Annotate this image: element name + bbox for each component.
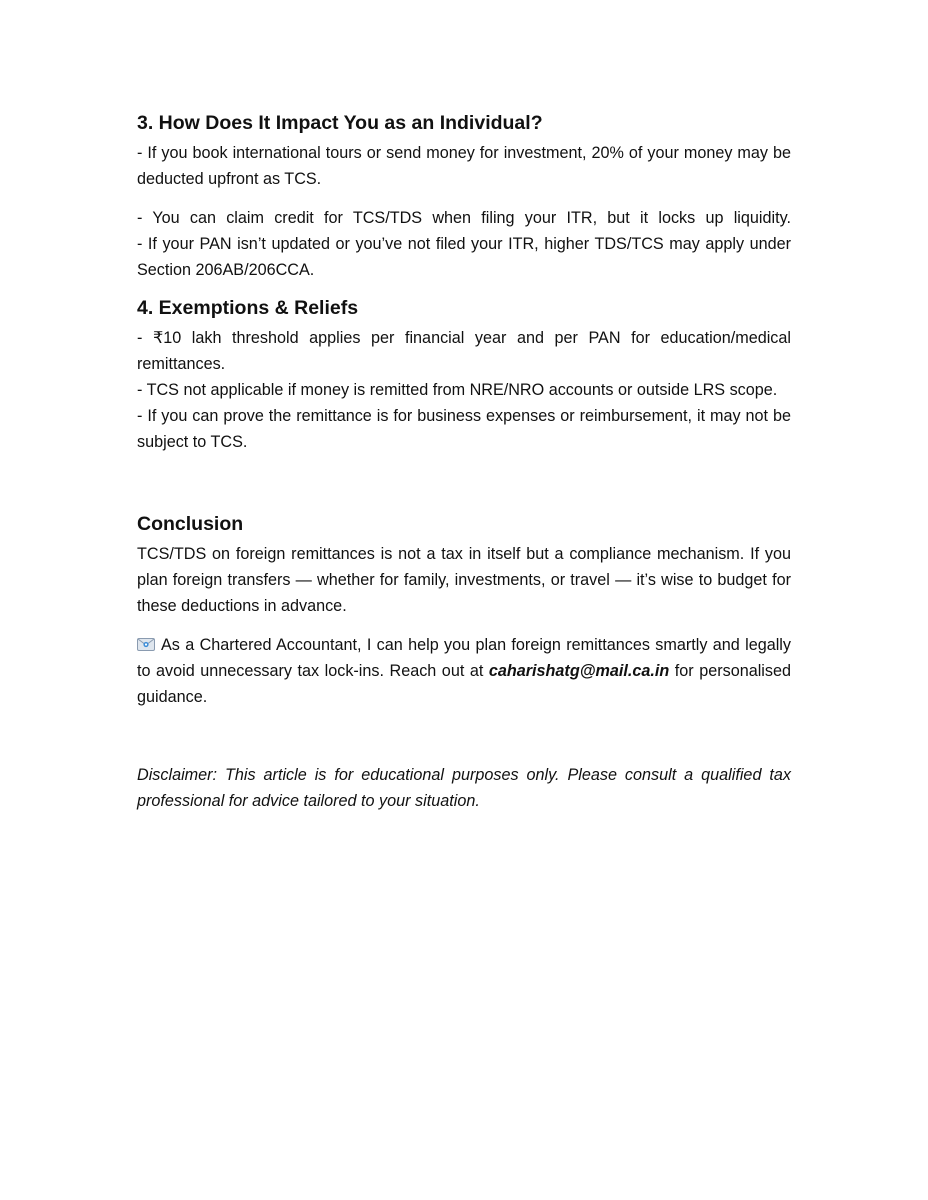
email-link[interactable]: caharishatg@mail.ca.in	[488, 662, 670, 680]
conclusion-paragraph-2	[137, 632, 791, 710]
conclusion-text-before-email: As a Chartered Accountant, I can help you plan foreign remittances smartly and legally to avoid unnecessary tax lock-ins. Reach out at	[137, 636, 791, 680]
section-3-paragraph-2-line-2: - If your PAN isn’t updated or you’ve not filed your ITR, higher TDS/TCS may apply under Section 206AB/206CCA.	[137, 235, 791, 279]
section-3-heading: 3. How Does It Impact You as an Individual?	[137, 112, 543, 134]
section-4-heading: 4. Exemptions & Reliefs	[137, 297, 359, 319]
disclaimer: Disclaimer: This article is for educational purposes only. Please consult a qualified tax professional for advice tailored to your situation.	[137, 766, 791, 810]
envelope-icon	[137, 633, 155, 646]
section-3-paragraph-1: - If you book international tours or send money for investment, 20% of your money may be deducted upfront as TCS.	[137, 144, 791, 188]
document-page	[137, 106, 791, 814]
section-4-item: - If you can prove the remittance is for business expenses or reimbursement, it may not be subject to TCS.	[137, 407, 791, 451]
conclusion-paragraph-1: TCS/TDS on foreign remittances is not a tax in itself but a compliance mechanism. If you plan foreign transfers — whether for family, investments, or travel — it’s wise to budget for these deductions in advance.	[137, 545, 791, 615]
conclusion-text-after-email: for personalised guidance.	[137, 662, 791, 706]
conclusion-heading: Conclusion	[137, 513, 244, 535]
section-3-paragraph-2-line-1: - You can claim credit for TCS/TDS when filing your ITR, but it locks up liquidity.	[137, 209, 791, 227]
section-4-item: - TCS not applicable if money is remitted from NRE/NRO accounts or outside LRS scope.	[137, 381, 778, 399]
section-4-item: - ₹10 lakh threshold applies per financial year and per PAN for education/medical remittances.	[137, 329, 791, 373]
